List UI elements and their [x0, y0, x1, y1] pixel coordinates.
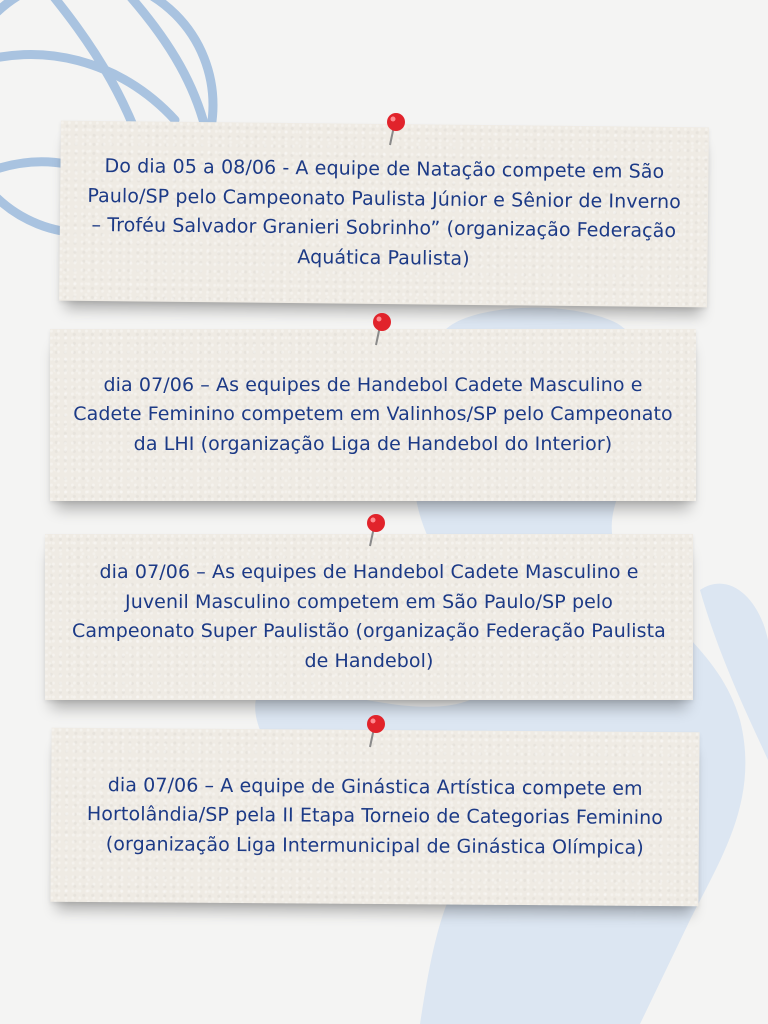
push-pin-icon — [383, 112, 409, 146]
push-pin-icon — [369, 312, 395, 346]
event-note-text: Do dia 05 a 08/06 - A equipe de Natação compete em São Paulo/SP pelo Campeonato Paulista Júnior e Sênior de Inverno – Troféu Salvador Granieri Sobrinho” (organização Federação Aquática Paulista) — [87, 155, 682, 270]
event-note-handebol-valinhos — [50, 329, 696, 501]
event-note-natacao — [59, 121, 709, 308]
event-note-text: dia 07/06 – A equipe de Ginástica Artística compete em Hortolândia/SP pela II Etapa Torneio de Categorias Feminino (organização Liga Intermunicipal de Ginástica Olímpica) — [86, 773, 664, 859]
event-note-text: dia 07/06 – As equipes de Handebol Cadete Masculino e Cadete Feminino competem em Valinhos/SP pelo Campeonato da LHI (organização Liga de Handebol do Interior) — [73, 373, 673, 455]
event-note-text: dia 07/06 – As equipes de Handebol Cadete Masculino e Juvenil Masculino competem em São Paulo/SP pelo Campeonato Super Paulistão (organização Federação Paulista de Handebol) — [72, 561, 666, 672]
push-pin-icon — [363, 714, 389, 748]
event-note-ginastica — [50, 728, 699, 907]
push-pin-icon — [363, 513, 389, 547]
event-note-handebol-sao-paulo — [45, 534, 693, 700]
